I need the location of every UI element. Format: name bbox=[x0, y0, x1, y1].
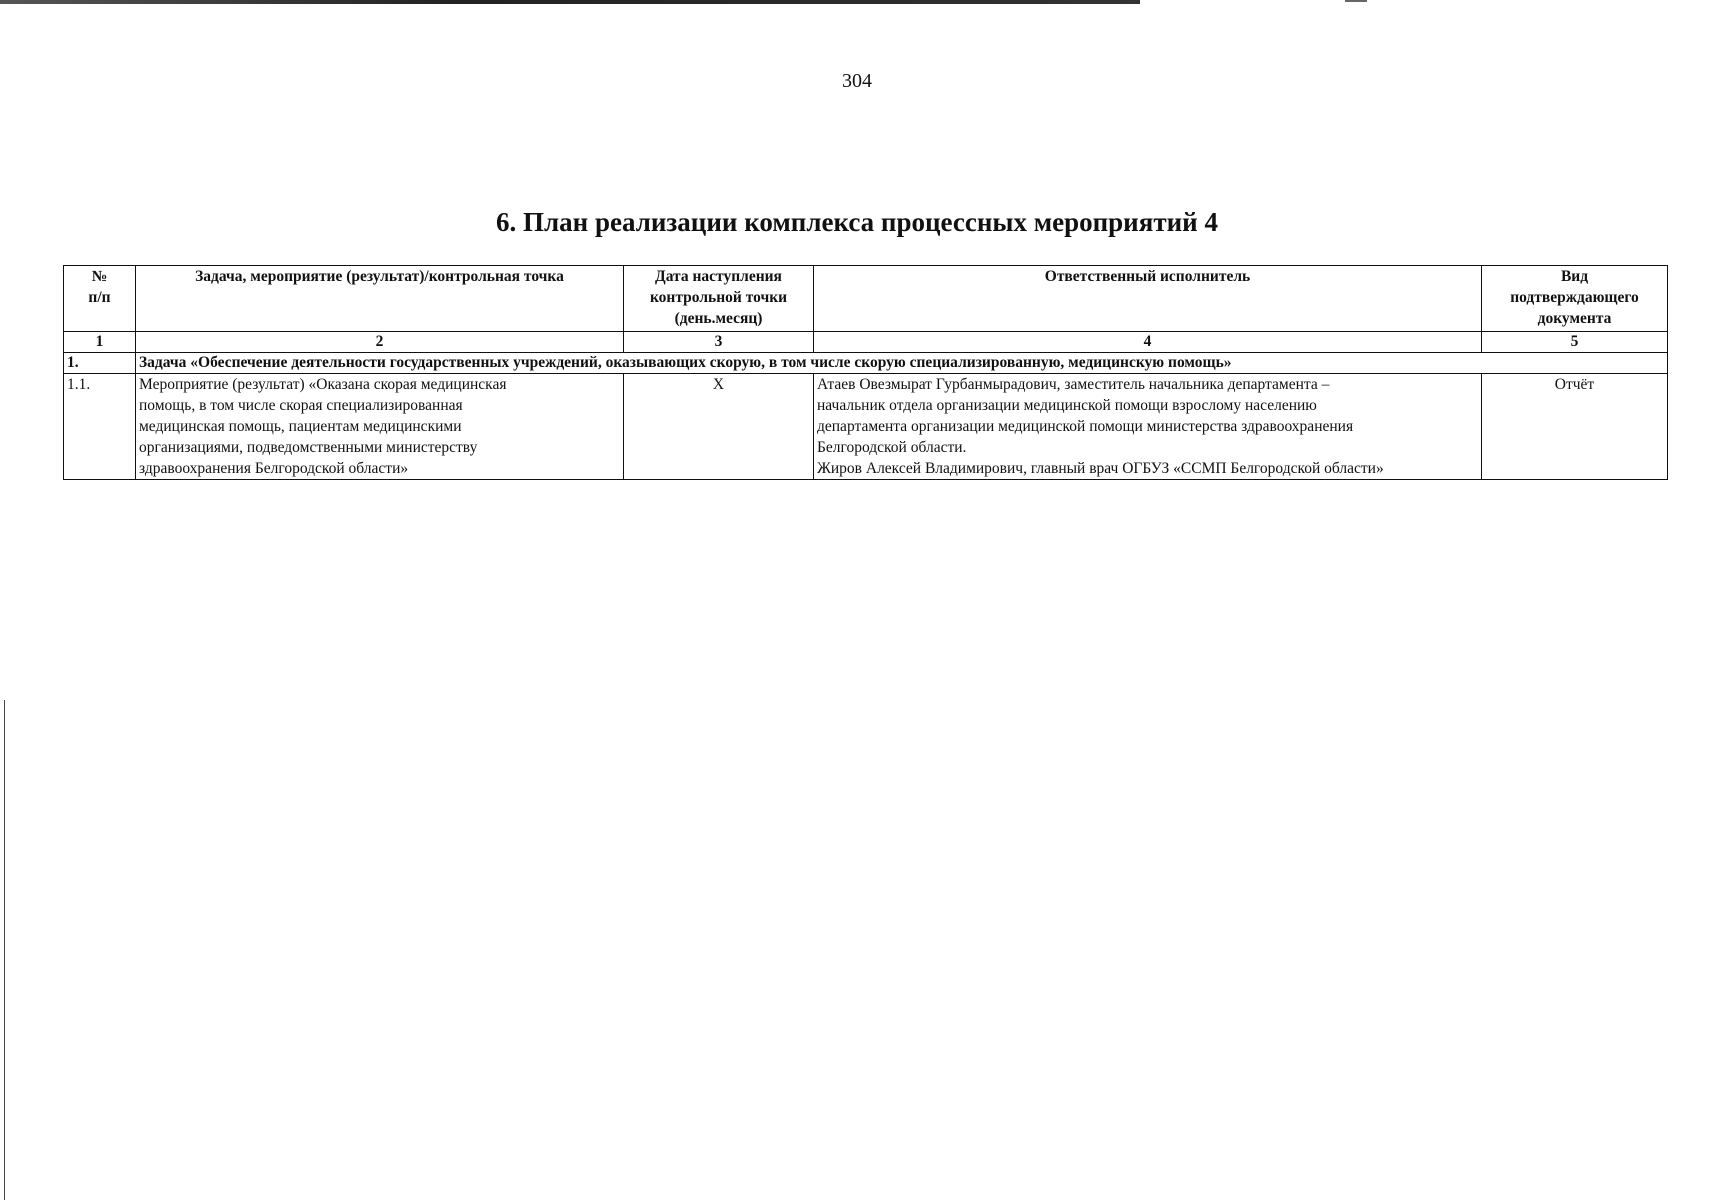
column-number: 3 bbox=[624, 332, 814, 353]
column-number: 4 bbox=[814, 332, 1482, 353]
plan-table bbox=[63, 265, 1668, 480]
document-title: 6. План реализации комплекса процессных мероприятий 4 bbox=[496, 207, 1218, 237]
executor-cell: Атаев Овезмырат Гурбанмырадович, заместитель начальника департамента – начальник отдела организации медицинской помощи взрослому населению департамента организации медицинской помощи министерства здравоохранения Белгородской области. Жиров Алексей Владимирович, главный врач ОГБУЗ «ССМП Белгородской области» bbox=[814, 374, 1482, 480]
scan-edge-top bbox=[0, 0, 1140, 4]
scan-mark bbox=[1345, 0, 1367, 2]
header-date: Дата наступления контрольной точки (день.месяц) bbox=[624, 266, 814, 332]
document-type: Отчёт bbox=[1482, 374, 1668, 480]
header-row bbox=[64, 266, 1668, 332]
executor-second: Жиров Алексей Владимирович, главный врач ОГБУЗ «ССМП Белгородской области» bbox=[817, 460, 1384, 477]
header-number: № п/п bbox=[64, 266, 136, 332]
column-number: 1 bbox=[64, 332, 136, 353]
task-text: Задача «Обеспечение деятельности государственных учреждений, оказывающих скорую, в том числе скорую специализированную, медицинскую помощь» bbox=[136, 353, 1668, 374]
column-number: 2 bbox=[136, 332, 624, 353]
table-row bbox=[64, 374, 1668, 480]
scan-edge-left bbox=[4, 700, 5, 1200]
activity-cell: Мероприятие (результат) «Оказана скорая медицинская помощь, в том числе скорая специализированная медицинская помощь, пациентам медицинскими организациями, подведомственными министерству здравоохранения Белгородской области» bbox=[136, 374, 624, 480]
header-document: Вид подтверждающего документа bbox=[1482, 266, 1668, 332]
row-number: 1.1. bbox=[64, 374, 136, 480]
column-number-row bbox=[64, 332, 1668, 353]
control-date: X bbox=[624, 374, 814, 480]
header-task: Задача, мероприятие (результат)/контрольная точка bbox=[136, 266, 624, 332]
column-number: 5 bbox=[1482, 332, 1668, 353]
header-executor: Ответственный исполнитель bbox=[814, 266, 1482, 332]
page-number: 304 bbox=[842, 70, 872, 92]
task-number: 1. bbox=[64, 353, 136, 374]
task-row bbox=[64, 353, 1668, 374]
